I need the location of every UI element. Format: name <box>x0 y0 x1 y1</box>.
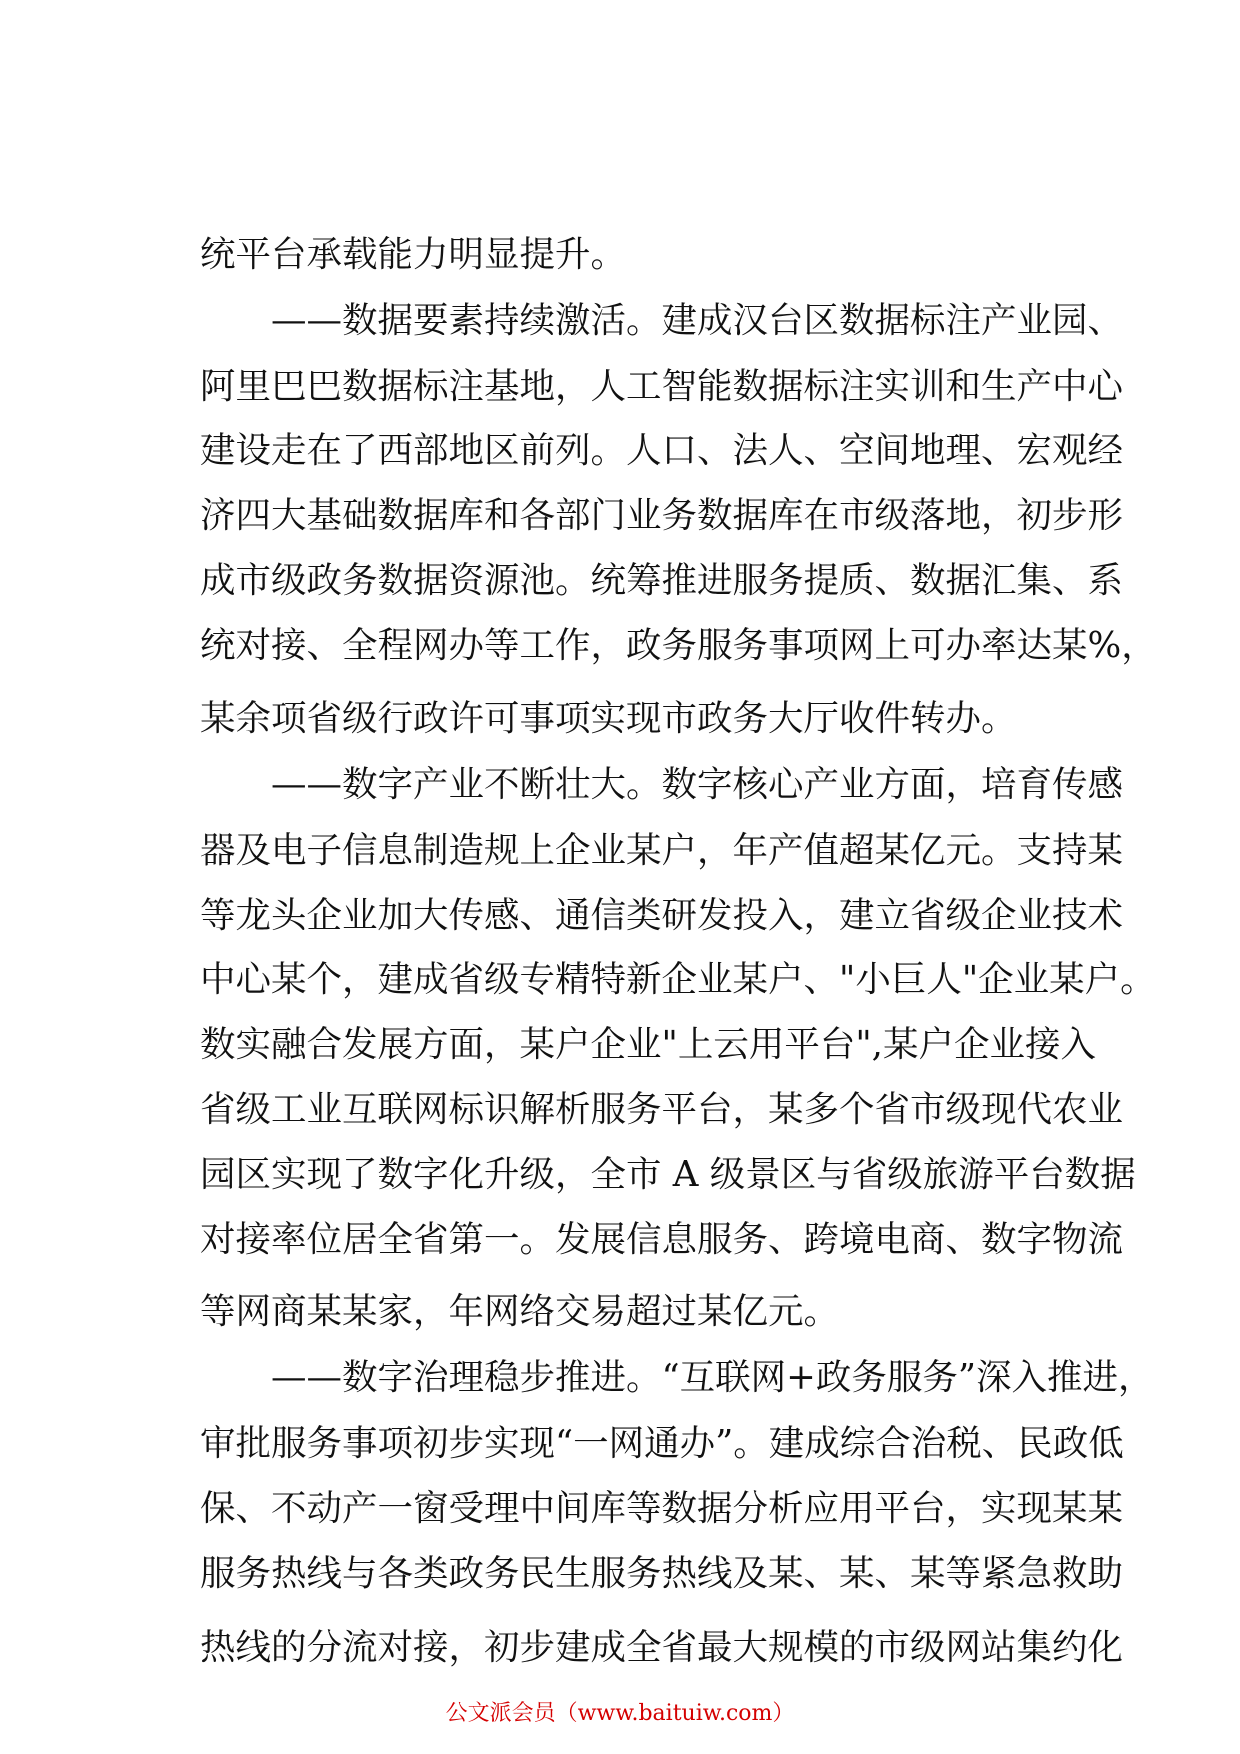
text-line: 阿里巴巴数据标注基地，人工智能数据标注实训和生产中心 <box>200 366 1124 407</box>
text-line: 保、不动产一窗受理中间库等数据分析应用平台，实现某某 <box>200 1488 1124 1529</box>
text-line: ——数字产业不断壮大。数字核心产业方面，培育传感 <box>271 764 1124 805</box>
text-line: 成市级政务数据资源池。统筹推进服务提质、数据汇集、系 <box>200 560 1124 601</box>
text-line: 数实融合发展方面，某户企业"上云用平台",某户企业接入 <box>200 1024 1096 1065</box>
text-line: 等龙头企业加大传感、通信类研发投入，建立省级企业技术 <box>200 895 1124 936</box>
text-line: 统平台承载能力明显提升。 <box>200 234 627 275</box>
text-line: 济四大基础数据库和各部门业务数据库在市级落地，初步形 <box>200 495 1124 536</box>
footer-watermark-link[interactable]: 公文派会员（www.baituiw.com） <box>445 1701 795 1726</box>
text-line: 对接率位居全省第一。发展信息服务、跨境电商、数字物流 <box>200 1219 1124 1260</box>
text-line: 建设走在了西部地区前列。人口、法人、空间地理、宏观经 <box>200 430 1124 471</box>
text-line: 审批服务事项初步实现“一网通办”。建成综合治税、民政低 <box>200 1423 1124 1464</box>
text-line: ——数字治理稳步推进。“互联网+政务服务”深入推进， <box>271 1357 1154 1398</box>
text-line: 统对接、全程网办等工作，政务服务事项网上可办率达某%， <box>200 625 1157 666</box>
text-line: 省级工业互联网标识解析服务平台，某多个省市级现代农业 <box>200 1089 1124 1130</box>
text-line: 器及电子信息制造规上企业某户，年产值超某亿元。支持某 <box>200 830 1124 871</box>
text-line: 园区实现了数字化升级，全市 A 级景区与省级旅游平台数据 <box>200 1154 1136 1195</box>
text-line: 服务热线与各类政务民生服务热线及某、某、某等紧急救助 <box>200 1553 1124 1594</box>
text-line: 某余项省级行政许可事项实现市政务大厅收件转办。 <box>200 698 1017 739</box>
text-line: ——数据要素持续激活。建成汉台区数据标注产业园、 <box>271 300 1124 341</box>
text-line: 等网商某某家，年网络交易超过某亿元。 <box>200 1291 840 1332</box>
text-line: 中心某个，建成省级专精特新企业某户、"小巨人"企业某户。 <box>200 959 1156 1000</box>
text-line: 热线的分流对接，初步建成全省最大规模的市级网站集约化 <box>200 1627 1124 1668</box>
